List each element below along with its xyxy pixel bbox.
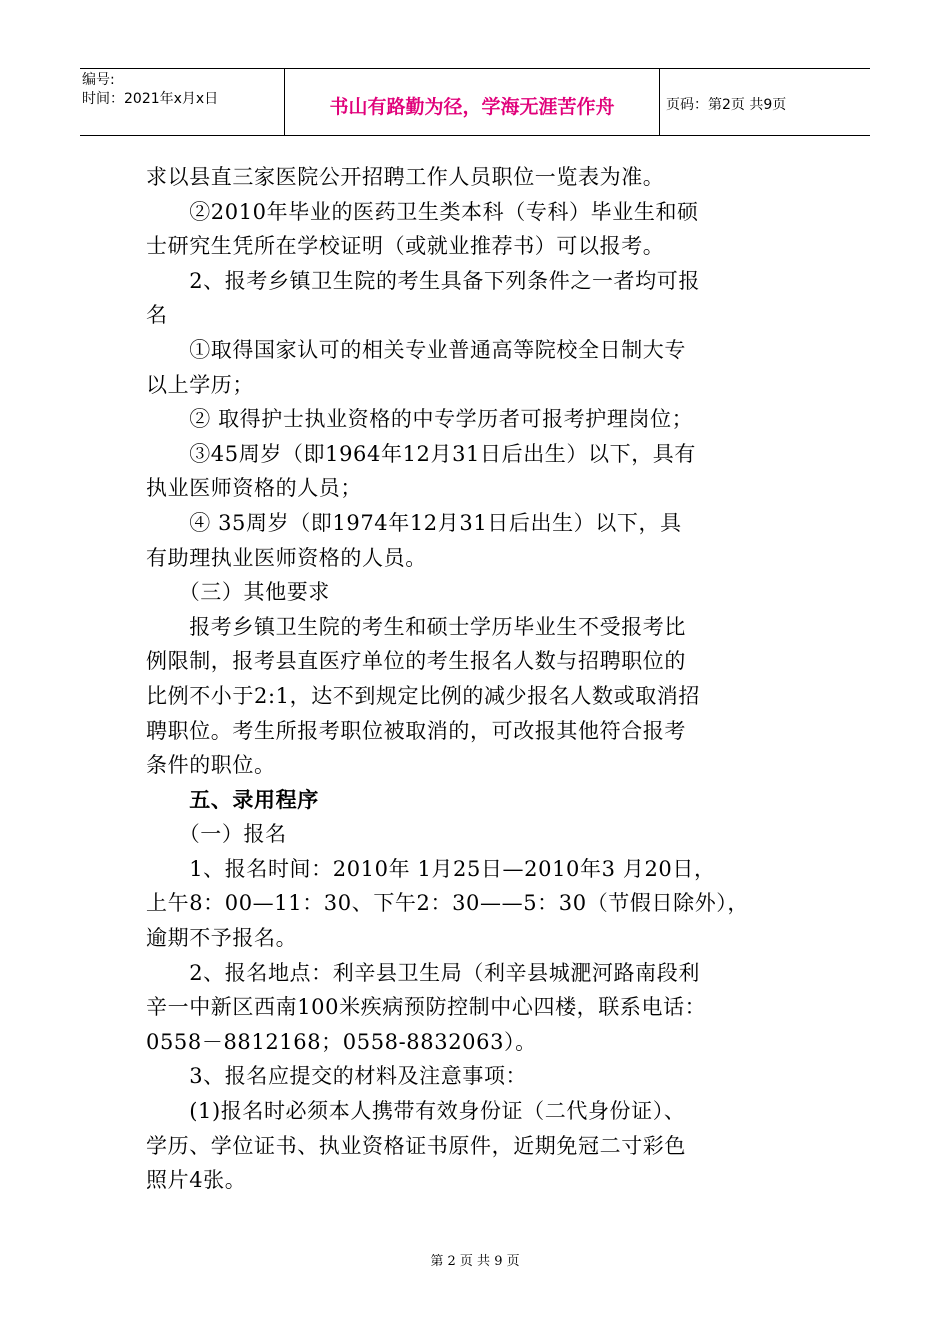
text-line: 求以县直三家医院公开招聘工作人员职位一览表为准。 — [146, 165, 665, 189]
text-line: 执业医师资格的人员； — [146, 476, 362, 501]
text-line: 士研究生凭所在学校证明（或就业推荐书）可以报考。 — [146, 234, 665, 259]
page-header — [80, 68, 870, 136]
text-line: ①取得国家认可的相关专业普通高等院校全日制大专 — [146, 337, 686, 362]
text-line: 1、报名时间：2010年 1月25日—2010年3 月20日， — [146, 856, 716, 881]
text-line: 2、报考乡镇卫生院的考生具备下列条件之一者均可报 — [146, 268, 700, 293]
header-motto: 书山有路勤为径，学海无涯苦作舟 — [285, 69, 660, 135]
header-meta — [80, 69, 285, 135]
section-heading: 五、录用程序 — [146, 786, 319, 812]
text-line: 2、报名地点：利辛县卫生局（利辛县城淝河路南段利 — [146, 960, 700, 985]
header-time: 时间：2021年x月x日 — [82, 91, 219, 107]
text-line: 照片4张。 — [146, 1168, 247, 1193]
page-footer: 第 2 页 共 9 页 — [430, 1254, 520, 1269]
text-line: 比例不小于2:1，达不到规定比例的减少报名人数或取消招 — [146, 683, 700, 708]
text-line: 聘职位。考生所报考职位被取消的，可改报其他符合报考 — [146, 718, 686, 743]
text-line: 上午8：00—11：30、下午2：30——5：30（节假日除外）， — [146, 891, 749, 916]
subsection-heading: （一）报名 — [146, 822, 287, 847]
text-line: 有助理执业医师资格的人员。 — [146, 545, 427, 570]
text-line: 报考乡镇卫生院的考生和硕士学历毕业生不受报考比 — [146, 614, 686, 639]
text-line: ③45周岁（即1964年12月31日后出生）以下，具有 — [146, 441, 697, 466]
text-line: 学历、学位证书、执业资格证书原件，近期免冠二寸彩色 — [146, 1133, 686, 1158]
text-line: 条件的职位。 — [146, 753, 276, 778]
text-line: 名 — [146, 303, 168, 328]
text-line: (1)报名时必须本人携带有效身份证（二代身份证）、 — [146, 1099, 686, 1124]
text-line: 3、报名应提交的材料及注意事项： — [146, 1064, 528, 1089]
header-page-number: 页码：第2页 共9页 — [666, 97, 787, 113]
text-line: 逾期不予报名。 — [146, 926, 298, 951]
text-line: 0558－8812168；0558-8832063）。 — [146, 1029, 537, 1054]
text-line: ②2010年毕业的医药卫生类本科（专科）毕业生和硕 — [146, 199, 699, 224]
document-body — [146, 160, 808, 1198]
header-number: 编号: — [82, 72, 115, 88]
text-line: ④ 35周岁（即1974年12月31日后出生）以下，具 — [146, 510, 682, 535]
text-line: 例限制，报考县直医疗单位的考生报名人数与招聘职位的 — [146, 649, 686, 674]
subsection-heading: （三）其他要求 — [146, 580, 330, 605]
text-line: ② 取得护士执业资格的中专学历者可报考护理岗位； — [146, 407, 694, 432]
text-line: 以上学历； — [146, 372, 254, 397]
text-line: 辛一中新区西南100米疾病预防控制中心四楼，联系电话： — [146, 995, 707, 1020]
